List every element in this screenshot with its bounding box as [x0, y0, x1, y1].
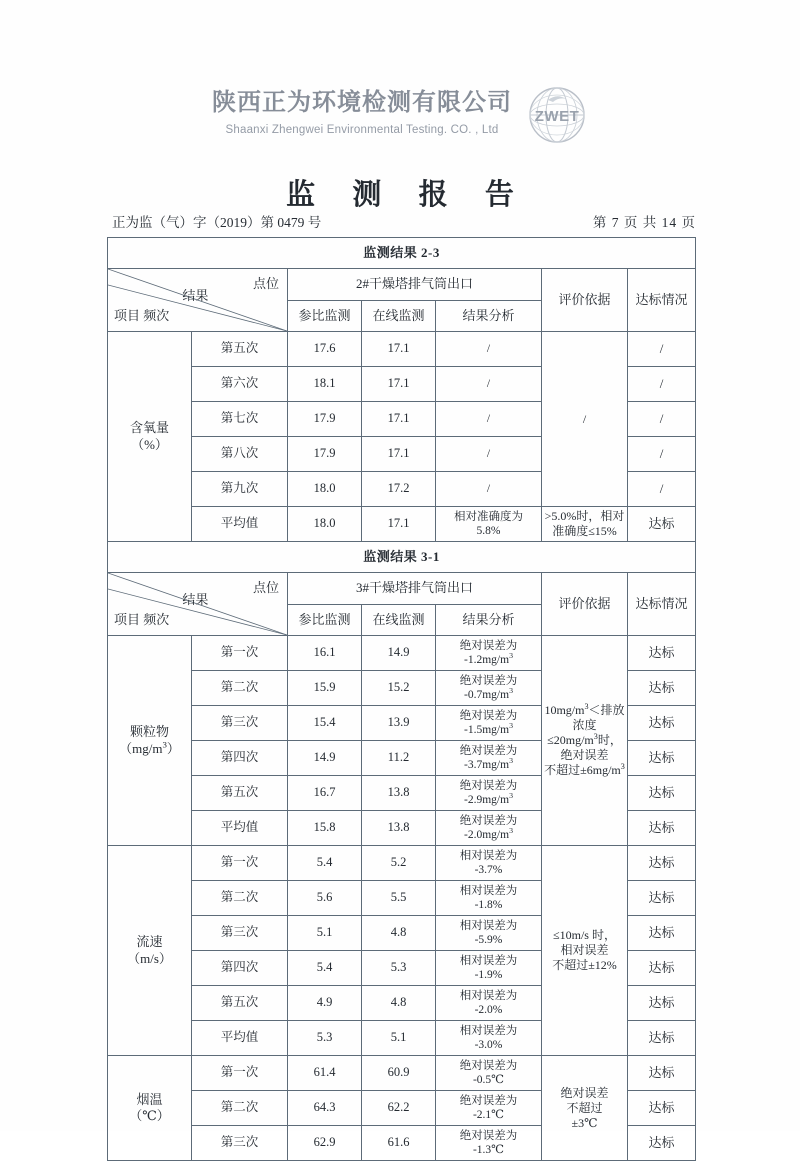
compare-value-cell: 17.6 [288, 332, 362, 367]
text-line: / [486, 482, 491, 495]
text-line: 相对误差为 [459, 1024, 518, 1037]
analysis-cell [436, 1091, 542, 1126]
corner-label-result: 结果 [182, 288, 209, 303]
frequency-cell: 第三次 [192, 916, 288, 951]
compliance-cell: 达标 [628, 776, 696, 811]
text-line: 绝对误差 [560, 1085, 609, 1100]
compliance-cell: 达标 [628, 1126, 696, 1161]
compare-value-cell: 14.9 [288, 741, 362, 776]
frequency-cell: 第五次 [192, 332, 288, 367]
letterhead [0, 88, 800, 146]
text-line: 流速 [136, 934, 163, 950]
online-value-cell: 17.1 [362, 437, 436, 472]
text-line: 不超过$\pm 6mg/m^3$ [544, 762, 625, 777]
monitoring-results-table [107, 237, 696, 1161]
frequency-cell: 第一次 [192, 846, 288, 881]
analysis-cell [436, 811, 542, 846]
site-header: 2#干燥塔排气筒出口 [288, 269, 542, 301]
criteria-header: 评价依据 [542, 269, 628, 332]
compare-value-cell: 64.3 [288, 1091, 362, 1126]
compliance-cell: 达标 [628, 811, 696, 846]
globe-icon [526, 84, 588, 146]
compare-value-cell: 15.9 [288, 671, 362, 706]
text-line: 准确度≤15% [552, 524, 617, 538]
compliance-cell: 达标 [628, 1091, 696, 1126]
section-title-row [108, 238, 696, 269]
online-value-cell: 13.8 [362, 776, 436, 811]
text-line: 相对误差 [560, 943, 609, 957]
compare-value-cell: 5.4 [288, 846, 362, 881]
text-line: -5.9% [474, 934, 503, 946]
analysis-cell [436, 671, 542, 706]
frequency-cell: 平均值 [192, 811, 288, 846]
text-line: 绝对误差为 [459, 639, 518, 652]
text-line: / [486, 412, 491, 425]
frequency-cell: 平均值 [192, 1021, 288, 1056]
table-row [108, 1056, 696, 1091]
frequency-cell: 第五次 [192, 986, 288, 1021]
criteria-cell [542, 846, 628, 1056]
text-line: 绝对误差为 [459, 814, 518, 827]
text-line: >5.0%时，相对 [544, 509, 625, 523]
parameter-name-cell [108, 332, 192, 542]
online-value-cell: 13.9 [362, 706, 436, 741]
compare-value-cell: 18.1 [288, 367, 362, 402]
analysis-cell [436, 367, 542, 402]
text-line: ≤10m/s 时， [553, 928, 616, 942]
text-line: -3.0% [474, 1039, 503, 1051]
analysis-cell [436, 846, 542, 881]
compare-value-cell: 4.9 [288, 986, 362, 1021]
document-meta-line [112, 211, 696, 231]
analysis-cell [436, 472, 542, 507]
table-row [108, 636, 696, 671]
document-number: 正为监（气）字（2019）第 0479 号 [112, 215, 322, 230]
analysis-cell [436, 951, 542, 986]
compare-value-cell: 15.8 [288, 811, 362, 846]
online-header: 在线监测 [362, 604, 436, 636]
text-line: 绝对误差为 [459, 1059, 518, 1072]
corner-label-point: 点位 [252, 580, 279, 595]
analysis-cell [436, 402, 542, 437]
compare-value-cell: 61.4 [288, 1056, 362, 1091]
text-line: -2.1℃ [472, 1109, 505, 1121]
text-line: -1.9% [474, 969, 503, 981]
analysis-cell [436, 776, 542, 811]
compliance-cell: 达标 [628, 636, 696, 671]
compliance-cell: / [628, 437, 696, 472]
text-line: / [486, 342, 491, 355]
text-line: $(mg/m^3)$ [119, 739, 180, 756]
text-line: $-1.2mg/m^3$ [464, 651, 513, 666]
frequency-cell: 第二次 [192, 1091, 288, 1126]
text-line: ±3℃ [571, 1115, 598, 1130]
compliance-cell: 达标 [628, 986, 696, 1021]
company-name-cn: 陕西正为环境检测有限公司 [212, 90, 512, 116]
table-row [108, 332, 696, 367]
text-line: 绝对误差为 [459, 779, 518, 792]
text-line: 不超过±12% [552, 958, 617, 972]
compare-value-cell: 15.4 [288, 706, 362, 741]
text-line: 5.8% [476, 525, 501, 537]
site-header: 3#干燥塔排气筒出口 [288, 573, 542, 605]
compliance-header: 达标情况 [628, 573, 696, 636]
compliance-cell: / [628, 367, 696, 402]
compliance-cell: 达标 [628, 916, 696, 951]
frequency-cell: 第四次 [192, 951, 288, 986]
compare-value-cell: 17.9 [288, 402, 362, 437]
online-value-cell: 5.3 [362, 951, 436, 986]
compliance-cell: / [628, 332, 696, 367]
frequency-cell: 第五次 [192, 776, 288, 811]
results-table-container [107, 237, 695, 1161]
text-line: $10mg/m^3<$排放 [544, 702, 625, 717]
criteria-header: 评价依据 [542, 573, 628, 636]
analysis-cell [436, 1021, 542, 1056]
online-value-cell: 4.8 [362, 916, 436, 951]
analysis-cell [436, 636, 542, 671]
text-line: 绝对误差为 [459, 1129, 518, 1142]
company-logo [526, 84, 588, 146]
text-line: / [486, 447, 491, 460]
text-line: / [486, 377, 491, 390]
text-line: 相对准确度为 [454, 510, 523, 523]
analysis-cell [436, 916, 542, 951]
compliance-header: 达标情况 [628, 269, 696, 332]
online-value-cell: 5.5 [362, 881, 436, 916]
section-title: 监测结果 2-3 [108, 238, 696, 269]
compliance-cell: 达标 [628, 706, 696, 741]
text-line: 绝对误差为 [459, 674, 518, 687]
text-line: （%） [131, 436, 168, 452]
online-value-cell: 17.1 [362, 332, 436, 367]
online-value-cell: 17.1 [362, 402, 436, 437]
section-title-row [108, 542, 696, 573]
corner-label-item-freq: 项目 频次 [114, 611, 170, 627]
parameter-name-cell [108, 1056, 192, 1161]
company-block [212, 88, 512, 136]
text-line: 相对误差为 [459, 849, 518, 862]
online-value-cell: 14.9 [362, 636, 436, 671]
online-value-cell: 5.1 [362, 1021, 436, 1056]
corner-label-point: 点位 [252, 276, 279, 291]
frequency-cell: 第七次 [192, 402, 288, 437]
compliance-cell: 达标 [628, 741, 696, 776]
frequency-cell: 第三次 [192, 706, 288, 741]
text-line: 绝对误差 [560, 748, 609, 762]
frequency-cell: 平均值 [192, 507, 288, 542]
compare-value-cell: 18.0 [288, 472, 362, 507]
text-line: $-2.0mg/m^3$ [464, 826, 513, 841]
text-line: 绝对误差为 [459, 1094, 518, 1107]
compare-header: 参比监测 [288, 604, 362, 636]
compare-header: 参比监测 [288, 300, 362, 332]
compliance-cell: / [628, 402, 696, 437]
online-value-cell: 17.1 [362, 507, 436, 542]
online-value-cell: 4.8 [362, 986, 436, 1021]
compliance-cell: 达标 [628, 951, 696, 986]
criteria-cell: / [542, 332, 628, 507]
compare-value-cell: 16.7 [288, 776, 362, 811]
online-header: 在线监测 [362, 300, 436, 332]
analysis-header: 结果分析 [436, 604, 542, 636]
analysis-cell [436, 986, 542, 1021]
criteria-cell [542, 1056, 628, 1161]
text-line: $-3.7mg/m^3$ [464, 756, 513, 771]
corner-label-result: 结果 [182, 592, 209, 607]
text-line: 相对误差为 [459, 919, 518, 932]
compliance-cell: 达标 [628, 881, 696, 916]
frequency-cell: 第一次 [192, 636, 288, 671]
analysis-cell [436, 741, 542, 776]
frequency-cell: 第一次 [192, 1056, 288, 1091]
frequency-cell: 第三次 [192, 1126, 288, 1161]
corner-header-cell [108, 269, 288, 332]
table-body [108, 238, 696, 1161]
compliance-cell: 达标 [628, 1056, 696, 1091]
online-value-cell: 13.8 [362, 811, 436, 846]
section-title: 监测结果 3-1 [108, 542, 696, 573]
corner-header-cell [108, 573, 288, 636]
online-value-cell: 17.1 [362, 367, 436, 402]
text-line: 绝对误差为 [459, 709, 518, 722]
compare-value-cell: 18.0 [288, 507, 362, 542]
compliance-cell: / [628, 472, 696, 507]
frequency-cell: 第八次 [192, 437, 288, 472]
text-line: 烟温 [136, 1091, 163, 1107]
compare-value-cell: 62.9 [288, 1126, 362, 1161]
compare-value-cell: 17.9 [288, 437, 362, 472]
text-line: 含氧量 [129, 420, 169, 436]
text-line: （m/s） [127, 950, 172, 966]
online-value-cell: 15.2 [362, 671, 436, 706]
online-value-cell: 11.2 [362, 741, 436, 776]
svg-text:ZWET: ZWET [534, 108, 580, 125]
compare-value-cell: 16.1 [288, 636, 362, 671]
online-value-cell: 5.2 [362, 846, 436, 881]
text-line: 不超过 [566, 1100, 603, 1115]
compliance-cell: 达标 [628, 1021, 696, 1056]
frequency-cell: 第四次 [192, 741, 288, 776]
table-row [108, 507, 696, 542]
text-line: $-2.9mg/m^3$ [464, 791, 513, 806]
table-header-row-1 [108, 269, 696, 301]
frequency-cell: 第二次 [192, 881, 288, 916]
compliance-cell: 达标 [628, 846, 696, 881]
text-line: $-1.5mg/m^3$ [464, 721, 513, 736]
text-line: $\le 20mg/m^3$时， [547, 732, 622, 747]
text-line: 颗粒物 [129, 724, 169, 740]
criteria-cell [542, 636, 628, 846]
text-line: 相对误差为 [459, 884, 518, 897]
text-line: -3.7% [474, 864, 503, 876]
online-value-cell: 61.6 [362, 1126, 436, 1161]
online-value-cell: 17.2 [362, 472, 436, 507]
compliance-cell: 达标 [628, 507, 696, 542]
table-row [108, 846, 696, 881]
text-line: 相对误差为 [459, 954, 518, 967]
analysis-cell [436, 437, 542, 472]
online-value-cell: 60.9 [362, 1056, 436, 1091]
text-line: 相对误差为 [459, 989, 518, 1002]
criteria-cell [542, 507, 628, 542]
page-title: 监 测 报 告 [286, 179, 529, 211]
frequency-cell: 第九次 [192, 472, 288, 507]
company-name-en: Shaanxi Zhengwei Environmental Testing. CO. , Ltd [225, 124, 499, 136]
parameter-name-cell [108, 636, 192, 846]
analysis-cell [436, 881, 542, 916]
text-line: -0.5℃ [472, 1074, 505, 1086]
compare-value-cell: 5.3 [288, 1021, 362, 1056]
parameter-name-cell [108, 846, 192, 1056]
text-line: -1.8% [474, 899, 503, 911]
text-line: 浓度 [572, 718, 597, 732]
text-line: （℃） [129, 1108, 170, 1123]
online-value-cell: 62.2 [362, 1091, 436, 1126]
text-line: -2.0% [474, 1004, 503, 1016]
compliance-cell: 达标 [628, 671, 696, 706]
table-header-row-1 [108, 573, 696, 605]
frequency-cell: 第六次 [192, 367, 288, 402]
analysis-header: 结果分析 [436, 300, 542, 332]
text-line: 绝对误差为 [459, 744, 518, 757]
analysis-cell [436, 706, 542, 741]
page-number: 第 7 页 共 14 页 [592, 215, 696, 230]
compare-value-cell: 5.6 [288, 881, 362, 916]
corner-label-item-freq: 项目 频次 [114, 307, 170, 323]
compare-value-cell: 5.4 [288, 951, 362, 986]
frequency-cell: 第二次 [192, 671, 288, 706]
text-line: $-0.7mg/m^3$ [464, 686, 513, 701]
analysis-cell [436, 507, 542, 542]
analysis-cell [436, 332, 542, 367]
compare-value-cell: 5.1 [288, 916, 362, 951]
text-line: -1.3℃ [472, 1144, 505, 1156]
analysis-cell [436, 1056, 542, 1091]
